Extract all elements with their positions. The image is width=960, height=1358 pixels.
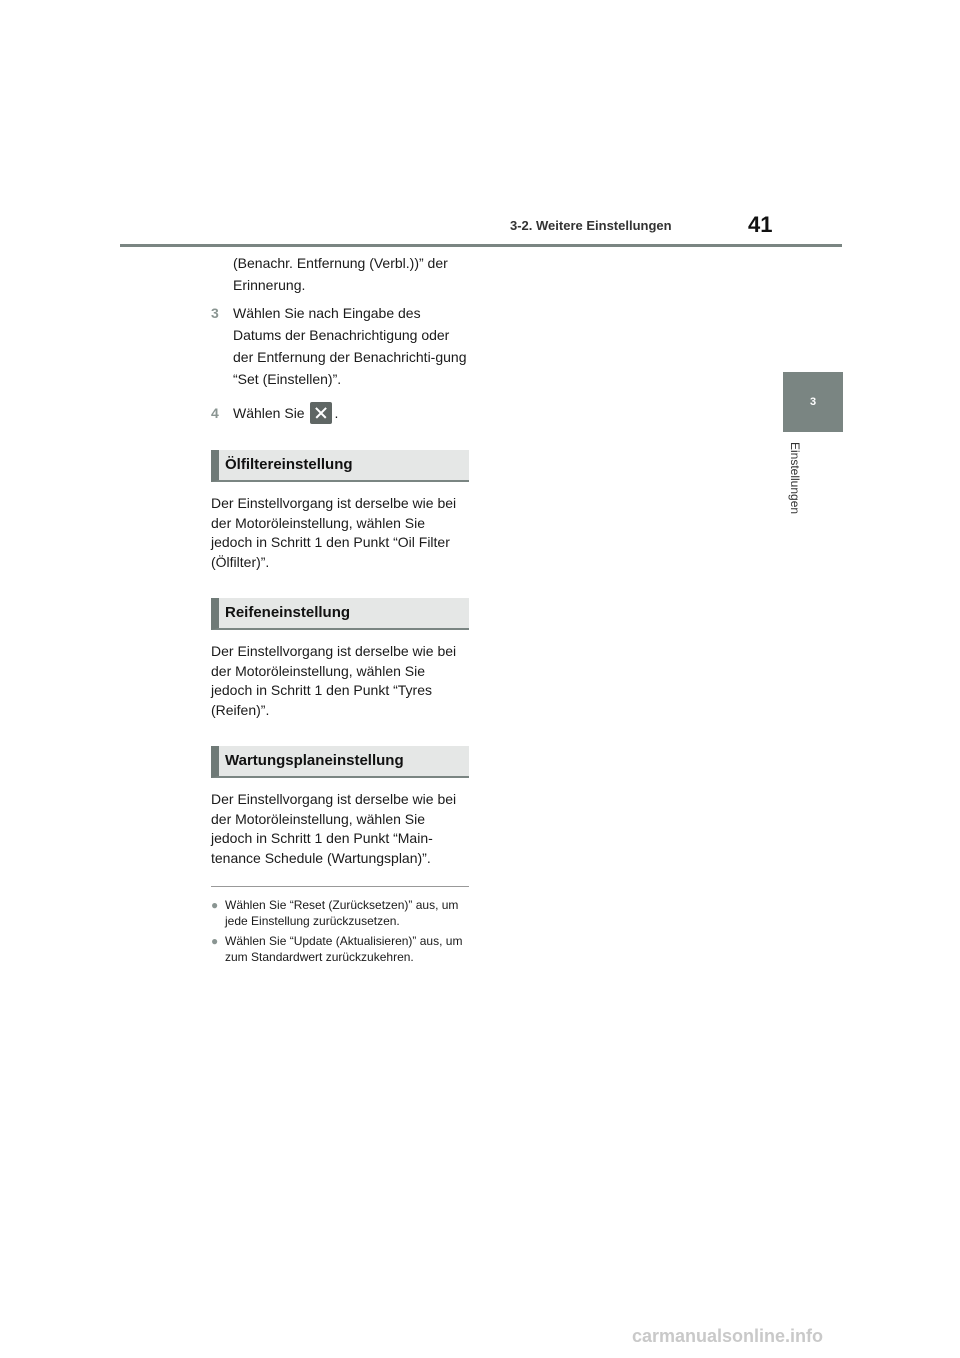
note-item xyxy=(211,933,469,965)
section-header: 3-2. Weitere Einstellungen xyxy=(510,218,672,233)
chapter-tab: 3 xyxy=(783,372,843,432)
step-text xyxy=(233,402,469,424)
continuation-line: Erinnerung. xyxy=(233,277,306,293)
section-heading-tyres: Reifeneinstellung xyxy=(211,598,469,630)
header-divider xyxy=(120,244,842,247)
notes-block xyxy=(211,886,469,965)
note-item xyxy=(211,897,469,929)
bullet-icon: ● xyxy=(211,934,219,948)
note-text: Wählen Sie “Reset (Zurücksetzen)” aus, um jede Einstellung zurückzusetzen. xyxy=(225,898,459,928)
page-number: 41 xyxy=(748,212,773,237)
section-body: Der Einstellvorgang ist derselbe wie bei der Motoröleinstellung, wählen Sie jedoch in Schritt 1 den Punkt “Oil Filter (Ölfilter)”. xyxy=(211,495,457,570)
step-text-before: Wählen Sie xyxy=(233,405,305,421)
step-item xyxy=(211,402,469,424)
bullet-icon: ● xyxy=(211,898,219,912)
step-text: Wählen Sie nach Eingabe des Datums der Benachrichtigung oder der Entfernung der Benachrichti-gung “Set (Einstellen)”. xyxy=(233,305,467,387)
watermark: carmanualsonline.info xyxy=(632,1326,824,1346)
step-number: 4 xyxy=(211,405,219,421)
section-heading-maintenance: Wartungsplaneinstellung xyxy=(211,746,469,778)
note-text: Wählen Sie “Update (Aktualisieren)” aus, um zum Standardwert zurückzukehren. xyxy=(225,934,463,964)
step-number: 3 xyxy=(211,305,219,321)
continuation-line: (Benachr. Entfernung (Verbl.))” der xyxy=(233,255,448,271)
section-heading-oil-filter: Ölfiltereinstellung xyxy=(211,450,469,482)
step-text-after: . xyxy=(334,405,339,421)
main-column xyxy=(211,252,469,965)
section-body: Der Einstellvorgang ist derselbe wie bei der Motoröleinstellung, wählen Sie jedoch in Schritt 1 den Punkt “Main-tenance Schedule (Wartungsplan)”. xyxy=(211,791,457,866)
close-x-icon xyxy=(310,402,332,424)
section-body: Der Einstellvorgang ist derselbe wie bei der Motoröleinstellung, wählen Sie jedoch in Schritt 1 den Punkt “Tyres (Reifen)”. xyxy=(211,643,457,718)
chapter-label: Einstellungen xyxy=(788,442,802,515)
step-item xyxy=(211,302,469,390)
